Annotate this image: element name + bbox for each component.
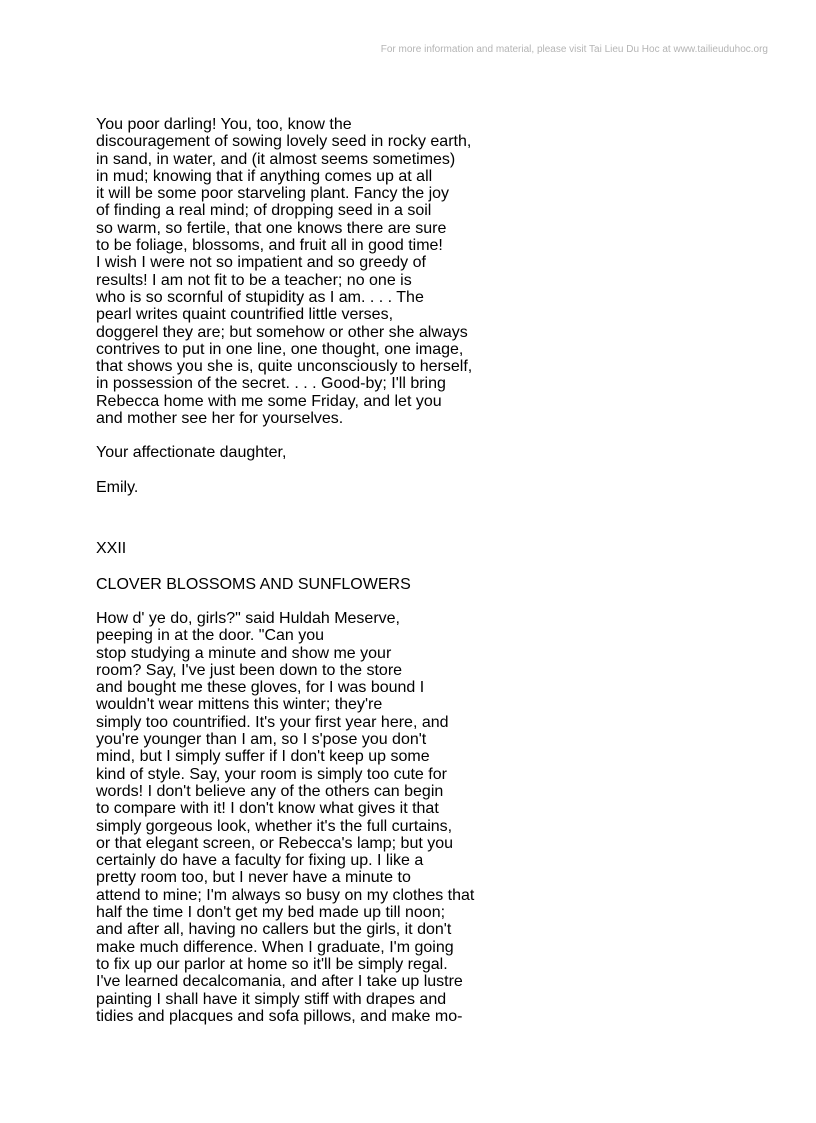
text-line: in mud; knowing that if anything comes up at all	[96, 167, 433, 185]
header-note: For more information and material, please visit Tai Lieu Du Hoc at www.tailieuduhoc.org	[380, 44, 768, 55]
text-line: doggerel they are; but somehow or other she always	[96, 323, 468, 341]
text-line: certainly do have a faculty for fixing up. I like a	[96, 852, 424, 870]
text-line: contrives to put in one line, one thought, one image,	[96, 340, 464, 358]
letter-closing: Your affectionate daughter,	[96, 444, 287, 462]
text-line: painting I shall have it simply stiff with drapes and	[96, 990, 447, 1008]
text-line: peeping in at the door. "Can you	[96, 627, 325, 645]
text-line: and after all, having no callers but the girls, it don't	[96, 921, 452, 939]
text-line: to compare with it! I don't know what gives it that	[96, 800, 439, 818]
text-line: room? Say, I've just been down to the store	[96, 661, 403, 679]
text-line: stop studying a minute and show me your	[96, 644, 392, 662]
text-line: of finding a real mind; of dropping seed in a soil	[96, 202, 432, 220]
text-line: to fix up our parlor at home so it'll be simply regal.	[96, 955, 448, 973]
text-line: words! I don't believe any of the others can begin	[96, 782, 444, 800]
text-line: make much difference. When I graduate, I'm going	[96, 938, 454, 956]
text-line: I've learned decalcomania, and after I take up lustre	[96, 973, 463, 991]
text-line: Rebecca home with me some Friday, and let you	[96, 392, 442, 410]
text-line: so warm, so fertile, that one knows there are sure	[96, 219, 447, 237]
text-line: I wish I were not so impatient and so greedy of	[96, 254, 426, 272]
text-line: pretty room too, but I never have a minute to	[96, 869, 411, 887]
text-line: mind, but I simply suffer if I don't keep up some	[96, 748, 430, 766]
text-line: discouragement of sowing lovely seed in rocky earth,	[96, 133, 472, 151]
text-line: you're younger than I am, so I s'pose you don't	[96, 731, 427, 749]
text-line: or that elegant screen, or Rebecca's lamp; but you	[96, 834, 454, 852]
text-line: it will be some poor starveling plant. Fancy the joy	[96, 185, 450, 203]
text-line: How d' ye do, girls?" said Huldah Meserve,	[96, 610, 400, 627]
text-line: and mother see her for yourselves.	[96, 410, 344, 428]
text-line: in possession of the secret. . . . Good-by; I'll bring	[96, 375, 446, 393]
chapter-body	[96, 610, 474, 1025]
text-line: pearl writes quaint countrified little verses,	[96, 306, 394, 324]
letter-signature: Emily.	[96, 478, 139, 496]
text-line: simply too countrified. It's your first year here, and	[96, 713, 449, 731]
text-line: to be foliage, blossoms, and fruit all in good time!	[96, 237, 443, 255]
letter-body	[96, 116, 776, 427]
text-line: You poor darling! You, too, know the	[96, 116, 352, 133]
text-line: wouldn't wear mittens this winter; they're	[96, 696, 383, 714]
chapter-title: CLOVER BLOSSOMS AND SUNFLOWERS	[96, 576, 411, 593]
text-line: simply gorgeous look, whether it's the full curtains,	[96, 817, 453, 835]
text-line: tidies and placques and sofa pillows, and make mo-	[96, 1007, 463, 1025]
chapter-number: XXII	[96, 540, 127, 557]
text-line: and bought me these gloves, for I was bound I	[96, 679, 425, 697]
text-line: who is so scornful of stupidity as I am. . . . The	[96, 288, 424, 306]
text-line: attend to mine; I'm always so busy on my clothes that	[96, 886, 475, 904]
text-line: results! I am not fit to be a teacher; no one is	[96, 271, 412, 289]
text-line: kind of style. Say, your room is simply too cute for	[96, 765, 447, 783]
text-line: half the time I don't get my bed made up till noon;	[96, 904, 446, 922]
text-line: in sand, in water, and (it almost seems sometimes)	[96, 150, 456, 168]
text-line: that shows you she is, quite unconsciously to herself,	[96, 358, 473, 376]
page-content	[96, 116, 776, 1025]
